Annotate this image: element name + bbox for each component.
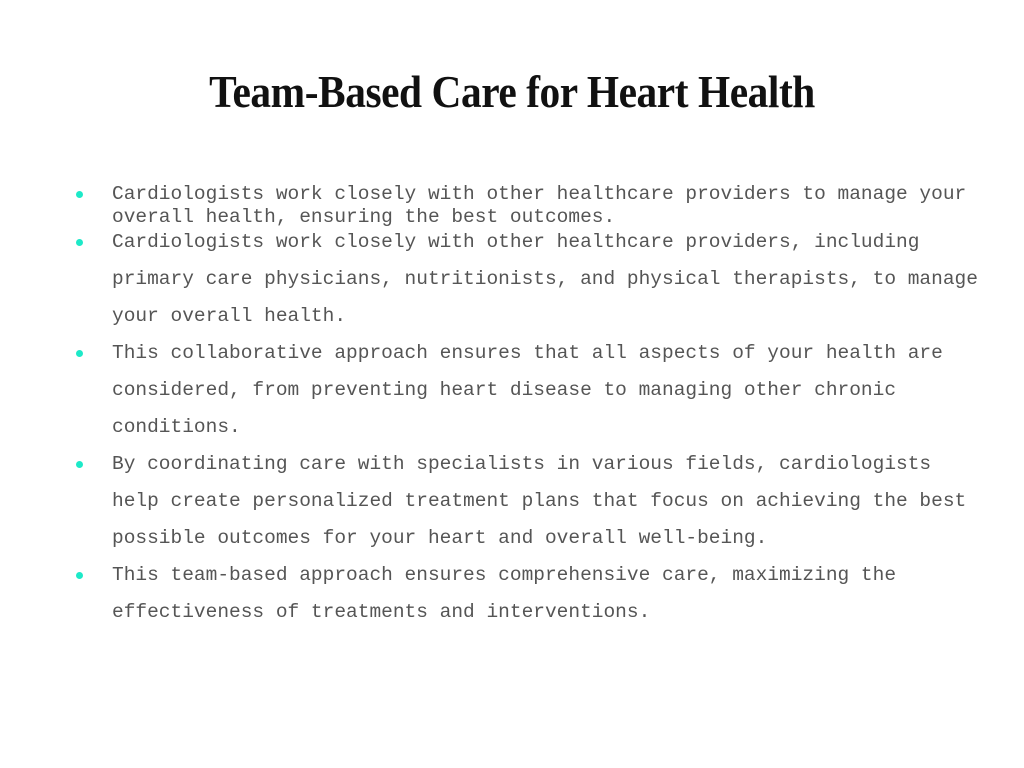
slide-title: Team-Based Care for Heart Health bbox=[209, 66, 815, 117]
bullet-item bbox=[0, 335, 1024, 446]
bullet-list bbox=[0, 183, 1024, 631]
bullet-item bbox=[0, 183, 1024, 229]
bullet-item bbox=[0, 557, 1024, 631]
bullet-dot-icon bbox=[76, 191, 83, 198]
bullet-item bbox=[0, 446, 1024, 557]
bullet-text: This collaborative approach ensures that all aspects of your health are considered, from preventing heart disease to managing other chronic conditions. bbox=[112, 342, 943, 438]
bullet-item bbox=[0, 224, 1024, 335]
bullet-dot-icon bbox=[76, 350, 83, 357]
bullet-dot-icon bbox=[76, 461, 83, 468]
bullet-dot-icon bbox=[76, 239, 83, 246]
bullet-text: This team-based approach ensures comprehensive care, maximizing the effectiveness of treatments and interventions. bbox=[112, 564, 897, 623]
bullet-text: Cardiologists work closely with other healthcare providers, including primary care physicians, nutritionists, and physical therapists, to manage your overall health. bbox=[112, 231, 978, 327]
bullet-dot-icon bbox=[76, 572, 83, 579]
bullet-text: Cardiologists work closely with other healthcare providers to manage your overall health, ensuring the best outcomes. bbox=[112, 183, 967, 228]
bullet-text: By coordinating care with specialists in various fields, cardiologists help create personalized treatment plans that focus on achieving the best possible outcomes for your heart and overall well-being. bbox=[112, 453, 967, 549]
